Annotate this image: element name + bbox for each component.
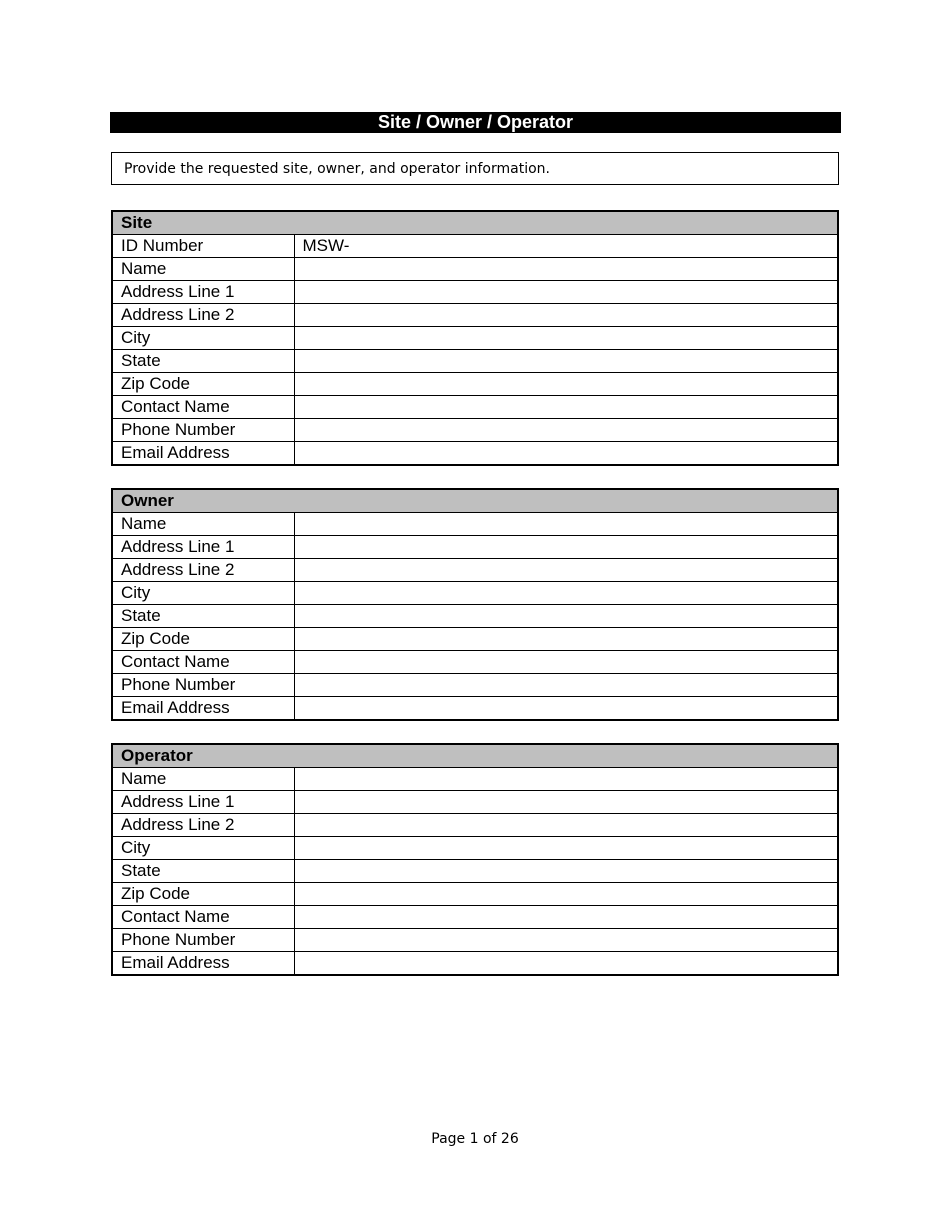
operator-field-value[interactable] (294, 906, 838, 929)
operator-field-label: Address Line 1 (112, 791, 294, 814)
site-row (112, 304, 838, 327)
owner-row (112, 628, 838, 651)
site-field-value[interactable]: MSW- (294, 235, 838, 258)
site-field-value[interactable] (294, 350, 838, 373)
site-table (111, 210, 839, 466)
site-field-value[interactable] (294, 281, 838, 304)
operator-row (112, 860, 838, 883)
owner-row (112, 674, 838, 697)
operator-row (112, 952, 838, 976)
operator-row (112, 929, 838, 952)
operator-row (112, 906, 838, 929)
site-field-value[interactable] (294, 327, 838, 350)
operator-field-value[interactable] (294, 791, 838, 814)
owner-field-value[interactable] (294, 651, 838, 674)
site-field-label: Contact Name (112, 396, 294, 419)
site-field-label: Email Address (112, 442, 294, 466)
owner-field-label: City (112, 582, 294, 605)
instructions-box: Provide the requested site, owner, and operator information. (111, 152, 839, 185)
operator-field-label: Phone Number (112, 929, 294, 952)
operator-field-value[interactable] (294, 814, 838, 837)
site-field-label: Phone Number (112, 419, 294, 442)
site-field-value[interactable] (294, 373, 838, 396)
owner-row (112, 605, 838, 628)
owner-field-value[interactable] (294, 674, 838, 697)
owner-heading: Owner (112, 489, 838, 513)
page-title: Site / Owner / Operator (110, 112, 841, 133)
site-row (112, 419, 838, 442)
owner-field-label: Zip Code (112, 628, 294, 651)
operator-field-value[interactable] (294, 929, 838, 952)
operator-field-value[interactable] (294, 883, 838, 906)
operator-field-value[interactable] (294, 837, 838, 860)
owner-field-value[interactable] (294, 697, 838, 721)
owner-field-value[interactable] (294, 536, 838, 559)
site-field-label: Address Line 2 (112, 304, 294, 327)
owner-field-value[interactable] (294, 582, 838, 605)
owner-row (112, 513, 838, 536)
owner-row (112, 697, 838, 721)
owner-field-label: Phone Number (112, 674, 294, 697)
operator-heading: Operator (112, 744, 838, 768)
operator-field-value[interactable] (294, 860, 838, 883)
operator-field-label: Zip Code (112, 883, 294, 906)
owner-field-value[interactable] (294, 628, 838, 651)
owner-field-value[interactable] (294, 605, 838, 628)
site-row (112, 258, 838, 281)
site-field-value[interactable] (294, 396, 838, 419)
site-row (112, 396, 838, 419)
owner-field-label: Name (112, 513, 294, 536)
site-row (112, 442, 838, 466)
operator-field-label: Contact Name (112, 906, 294, 929)
owner-row (112, 536, 838, 559)
operator-row (112, 768, 838, 791)
owner-field-value[interactable] (294, 513, 838, 536)
operator-field-label: City (112, 837, 294, 860)
owner-field-label: Contact Name (112, 651, 294, 674)
page-number: Page 1 of 26 (431, 1131, 519, 1147)
operator-field-label: Name (112, 768, 294, 791)
site-row (112, 235, 838, 258)
site-field-label: State (112, 350, 294, 373)
owner-field-label: Email Address (112, 697, 294, 721)
site-field-value[interactable] (294, 304, 838, 327)
site-field-value[interactable] (294, 258, 838, 281)
owner-row (112, 651, 838, 674)
site-field-label: Address Line 1 (112, 281, 294, 304)
site-heading: Site (112, 211, 838, 235)
operator-row (112, 791, 838, 814)
operator-field-label: Address Line 2 (112, 814, 294, 837)
operator-table (111, 743, 839, 976)
operator-field-value[interactable] (294, 952, 838, 976)
site-field-label: Name (112, 258, 294, 281)
operator-field-label: State (112, 860, 294, 883)
owner-field-value[interactable] (294, 559, 838, 582)
site-field-value[interactable] (294, 442, 838, 466)
operator-field-value[interactable] (294, 768, 838, 791)
site-field-label: City (112, 327, 294, 350)
site-row (112, 327, 838, 350)
operator-row (112, 814, 838, 837)
site-field-label: Zip Code (112, 373, 294, 396)
operator-field-label: Email Address (112, 952, 294, 976)
site-row (112, 350, 838, 373)
operator-row (112, 837, 838, 860)
owner-table (111, 488, 839, 721)
site-field-value[interactable] (294, 419, 838, 442)
operator-row (112, 883, 838, 906)
owner-field-label: Address Line 2 (112, 559, 294, 582)
owner-row (112, 559, 838, 582)
site-row (112, 281, 838, 304)
site-field-label: ID Number (112, 235, 294, 258)
owner-field-label: Address Line 1 (112, 536, 294, 559)
site-row (112, 373, 838, 396)
owner-row (112, 582, 838, 605)
owner-field-label: State (112, 605, 294, 628)
